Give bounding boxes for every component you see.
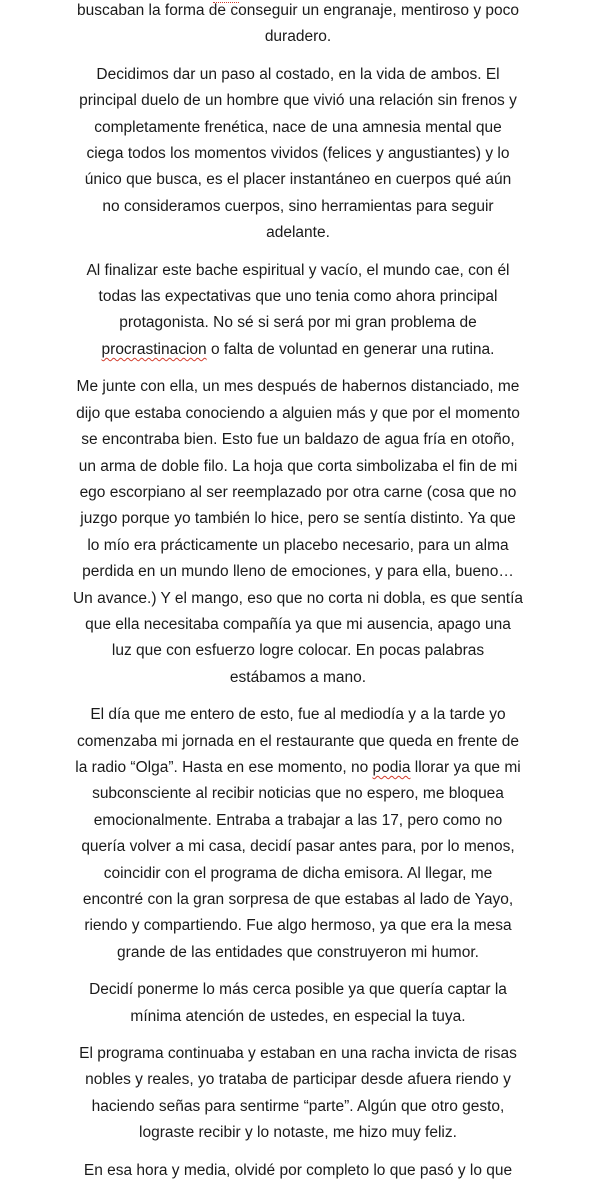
paragraph <box>66 0 530 51</box>
text-line <box>66 1158 530 1184</box>
misspelled-word: podia <box>372 758 411 776</box>
text-segment: subconsciente al recibir noticias que no espero, me bloquea <box>92 785 504 803</box>
text-line <box>66 1067 530 1093</box>
text-line <box>66 194 530 220</box>
paragraph <box>66 258 530 364</box>
text-line <box>66 24 530 50</box>
text-line <box>66 115 530 141</box>
text-line <box>66 401 530 427</box>
paragraph <box>66 1041 530 1147</box>
text-segment: perdida en un mundo lleno de emociones, y para ella, bueno… <box>82 563 514 581</box>
text-line <box>66 141 530 167</box>
text-segment: Al finalizar este bache espiritual y vacío, el mundo cae, con él <box>86 261 510 279</box>
text-segment: luz que con esfuerzo logre colocar. En pocas palabras <box>111 642 485 660</box>
text-segment: quería volver a mi casa, decidí pasar antes para, por lo menos, <box>81 838 515 856</box>
text-line <box>66 62 530 88</box>
text-segment: principal duelo de un hombre que vivió una relación sin frenos y <box>79 92 517 110</box>
text-segment: encontré con la gran sorpresa de que estabas al lado de Yayo, <box>82 891 514 908</box>
text-segment: En esa hora y media, olvidé por completo lo que pasó y lo que <box>83 1161 513 1179</box>
text-segment: la radio “Olga”. Hasta en ese momento, no <box>75 758 373 776</box>
text-line <box>66 310 530 336</box>
paragraph <box>66 977 530 1030</box>
text-segment: un arma de doble filo. La hoja que corta simbolizaba el fin de mi <box>78 457 518 475</box>
text-segment: completamente frenética, nace de una amnesia mental que <box>94 118 502 136</box>
text-line <box>66 729 530 755</box>
text-line <box>66 337 530 363</box>
text-segment: llorar ya que mi <box>410 758 521 776</box>
text-segment: mínima atención de ustedes, en especial la tuya. <box>130 1007 466 1025</box>
text-segment: coincidir con el programa de dicha emisora. Al llegar, me <box>103 864 493 882</box>
text-line <box>66 427 530 453</box>
text-segment: Decidimos dar un paso al costado, en la vida de ambos. El <box>96 65 500 83</box>
text-line <box>66 1041 530 1067</box>
text-segment: lo mío era prácticamente un placebo necesario, para un alma <box>87 536 509 554</box>
paragraph <box>66 702 530 966</box>
text-line <box>66 755 530 781</box>
text-line <box>66 638 530 664</box>
text-line <box>66 284 530 310</box>
text-segment: ego escorpiano al ser reemplazado por otra carne (cosa que no <box>79 483 517 501</box>
paragraph <box>66 1158 530 1184</box>
text-segment: que ella necesitaba compañía ya que mi ausencia, apago una <box>85 615 511 633</box>
text-line <box>66 1004 530 1030</box>
text-segment: riendo y compartiendo. Fue algo hermoso, ya que era la mesa <box>84 917 512 935</box>
text-segment: ciega todos los momentos vividos (felices y angustiantes) y lo <box>86 145 510 163</box>
text-line <box>66 506 530 532</box>
text-line <box>66 480 530 506</box>
text-segment: emocionalmente. Entraba a trabajar a las 17, pero como no <box>93 811 503 829</box>
text-segment: protagonista. No sé si será por mi gran problema de <box>119 314 477 332</box>
text-line <box>66 533 530 559</box>
text-line <box>66 665 530 691</box>
text-line <box>66 913 530 939</box>
text-segment: todas las expectativas que uno tenia como ahora principal <box>98 288 498 306</box>
text-line <box>66 808 530 834</box>
text-line <box>66 781 530 807</box>
text-line <box>66 559 530 585</box>
text-line <box>66 88 530 114</box>
text-line <box>66 702 530 728</box>
text-line <box>66 167 530 193</box>
text-segment: Un avance.) Y el mango, eso que no corta ni dobla, es que sentía <box>72 589 524 607</box>
text-line <box>66 0 530 24</box>
text-segment: o falta de voluntad en generar una rutina. <box>206 340 495 358</box>
text-segment: comenzaba mi jornada en el restaurante que queda en frente de <box>76 732 520 750</box>
text-segment: buscaban la forma de conseguir un engranaje, mentiroso y poco <box>76 2 520 19</box>
text-segment: juzgo porque yo también lo hice, pero se sentía distinto. Ya que <box>80 510 516 528</box>
text-line <box>66 1094 530 1120</box>
text-segment: dijo que estaba conociendo a alguien más y que por el momento <box>76 404 520 422</box>
text-line <box>66 977 530 1003</box>
text-segment: se encontraba bien. Esto fue un baldazo de agua fría en otoño, <box>81 431 515 449</box>
document-body <box>66 0 530 1195</box>
text-segment: no consideramos cuerpos, sino herramientas para seguir <box>102 197 494 215</box>
text-line <box>66 861 530 887</box>
text-line <box>66 612 530 638</box>
text-segment: adelante. <box>266 224 330 242</box>
text-line <box>66 586 530 612</box>
text-segment: lograste recibir y lo notaste, me hizo muy feliz. <box>139 1124 457 1142</box>
text-line <box>66 940 530 966</box>
text-segment: Me junte con ella, un mes después de habernos distanciado, me <box>76 378 520 396</box>
paragraph <box>66 374 530 691</box>
text-segment: Decidí ponerme lo más cerca posible ya que quería captar la <box>89 981 507 999</box>
misspelled-word: procrastinacion <box>101 340 207 358</box>
text-line <box>66 220 530 246</box>
paragraph <box>66 62 530 247</box>
text-line <box>66 258 530 284</box>
text-segment: duradero. <box>264 28 332 46</box>
text-line <box>66 454 530 480</box>
text-line <box>66 1120 530 1146</box>
text-line <box>66 374 530 400</box>
text-segment: estábamos a mano. <box>229 668 367 686</box>
text-line <box>66 834 530 860</box>
text-segment: El día que me entero de esto, fue al mediodía y a la tarde yo <box>90 706 506 724</box>
text-segment: grande de las entidades que construyeron mi humor. <box>117 943 479 961</box>
text-segment: nobles y reales, yo trataba de participar desde afuera riendo y <box>85 1071 511 1089</box>
text-segment: único que busca, es el placer instantáneo en cuerpos qué aún <box>84 171 512 189</box>
text-line <box>66 887 530 913</box>
text-segment: haciendo señas para sentirme “parte”. Algún que otro gesto, <box>91 1097 505 1115</box>
text-segment: El programa continuaba y estaban en una racha invicta de risas <box>79 1045 517 1063</box>
